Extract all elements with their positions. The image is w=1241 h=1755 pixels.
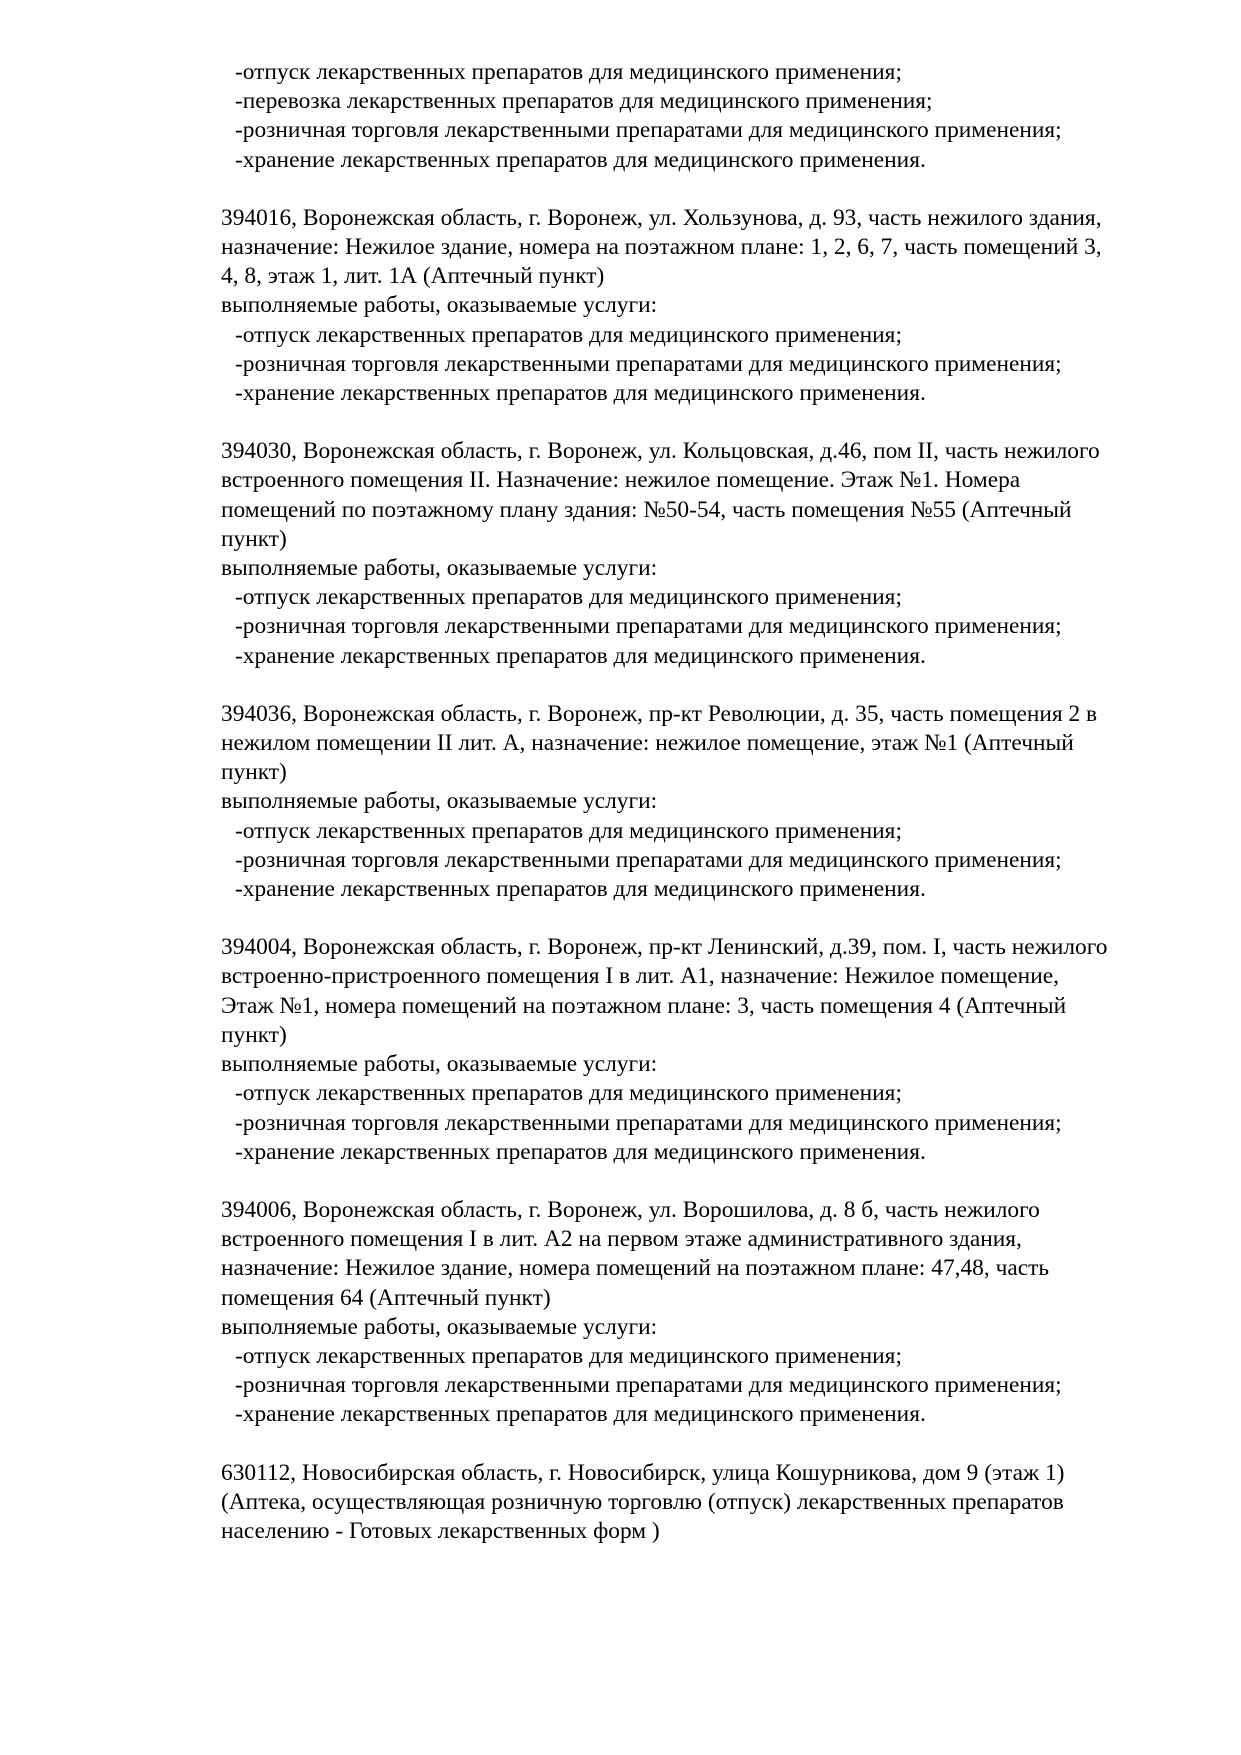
service-item: -отпуск лекарственных препаратов для медицинского применения; bbox=[235, 321, 902, 348]
service-item: -хранение лекарственных препаратов для медицинского применения. bbox=[235, 380, 926, 407]
services-heading: выполняемые работы, оказываемые услуги: bbox=[221, 292, 658, 319]
address-entry bbox=[221, 933, 1181, 1167]
address-line: 394016, Воронежская область, г. Воронеж, ул. Хользунова, д. 93, часть нежилого здания, bbox=[221, 204, 1102, 231]
services-heading: выполняемые работы, оказываемые услуги: bbox=[221, 1051, 658, 1078]
service-item: -отпуск лекарственных препаратов для медицинского применения; bbox=[235, 1080, 902, 1107]
address-line: помещений по поэтажному плану здания: №50-54, часть помещения №55 (Аптечный bbox=[221, 496, 1072, 523]
address-line: населению - Готовых лекарственных форм ) bbox=[221, 1517, 660, 1544]
services-heading: выполняемые работы, оказываемые услуги: bbox=[221, 555, 658, 582]
address-line: 630112, Новосибирская область, г. Новосибирск, улица Кошурникова, дом 9 (этаж 1) bbox=[221, 1459, 1065, 1486]
service-item: -розничная торговля лекарственными препаратами для медицинского применения; bbox=[235, 846, 1062, 873]
service-item: -розничная торговля лекарственными препаратами для медицинского применения; bbox=[235, 613, 1062, 640]
address-line: (Аптека, осуществляющая розничную торговлю (отпуск) лекарственных препаратов bbox=[221, 1488, 1064, 1515]
service-item: -хранение лекарственных препаратов для медицинского применения. bbox=[235, 146, 926, 173]
document-body bbox=[221, 58, 1181, 1546]
address-entry bbox=[221, 1196, 1181, 1430]
service-item: -розничная торговля лекарственными препаратами для медицинского применения; bbox=[235, 117, 1062, 144]
service-item: -розничная торговля лекарственными препаратами для медицинского применения; bbox=[235, 1372, 1062, 1399]
address-line: 394006, Воронежская область, г. Воронеж, ул. Ворошилова, д. 8 б, часть нежилого bbox=[221, 1196, 1040, 1223]
address-line: пункт) bbox=[221, 1021, 287, 1048]
address-entry bbox=[221, 204, 1181, 408]
address-line: 4, 8, этаж 1, лит. 1А (Аптечный пункт) bbox=[221, 263, 605, 290]
address-line: назначение: Нежилое здание, номера на поэтажном плане: 1, 2, 6, 7, часть помещений 3, bbox=[221, 234, 1102, 261]
top-services-list bbox=[221, 58, 1181, 175]
service-item: -розничная торговля лекарственными препаратами для медицинского применения; bbox=[235, 1109, 1062, 1136]
service-item: -отпуск лекарственных препаратов для медицинского применения; bbox=[235, 1342, 902, 1369]
service-item: -отпуск лекарственных препаратов для медицинского применения; bbox=[235, 817, 902, 844]
address-line: 394036, Воронежская область, г. Воронеж, пр-кт Революции, д. 35, часть помещения 2 в bbox=[221, 700, 1098, 727]
address-line: 394030, Воронежская область, г. Воронеж, ул. Кольцовская, д.46, пом II, часть нежилого bbox=[221, 438, 1100, 465]
address-line: 394004, Воронежская область, г. Воронеж, пр-кт Ленинский, д.39, пом. I, часть нежилого bbox=[221, 934, 1108, 961]
address-line: встроенно-пристроенного помещения I в лит. А1, назначение: Нежилое помещение, bbox=[221, 963, 1059, 990]
address-entry bbox=[221, 1459, 1181, 1547]
service-item: -хранение лекарственных препаратов для медицинского применения. bbox=[235, 876, 926, 903]
service-item: -отпуск лекарственных препаратов для медицинского применения; bbox=[235, 59, 902, 85]
address-line: нежилом помещении II лит. А, назначение: нежилое помещение, этаж №1 (Аптечный bbox=[221, 730, 1074, 757]
service-item: -перевозка лекарственных препаратов для медицинского применения; bbox=[235, 88, 933, 115]
address-line: встроенного помещения II. Назначение: нежилое помещение. Этаж №1. Номера bbox=[221, 467, 1021, 494]
address-line: пункт) bbox=[221, 759, 287, 786]
service-item: -хранение лекарственных препаратов для медицинского применения. bbox=[235, 1401, 926, 1428]
address-line: Этаж №1, номера помещений на поэтажном плане: 3, часть помещения 4 (Аптечный bbox=[221, 992, 1067, 1019]
address-line: помещения 64 (Аптечный пункт) bbox=[221, 1284, 551, 1311]
address-line: встроенного помещения I в лит. А2 на первом этаже административного здания, bbox=[221, 1226, 1022, 1253]
address-line: назначение: Нежилое здание, номера помещений на поэтажном плане: 47,48, часть bbox=[221, 1255, 1049, 1282]
address-entry bbox=[221, 437, 1181, 671]
services-heading: выполняемые работы, оказываемые услуги: bbox=[221, 788, 658, 815]
services-heading: выполняемые работы, оказываемые услуги: bbox=[221, 1313, 658, 1340]
service-item: -хранение лекарственных препаратов для медицинского применения. bbox=[235, 1138, 926, 1165]
service-item: -розничная торговля лекарственными препаратами для медицинского применения; bbox=[235, 350, 1062, 377]
address-line: пункт) bbox=[221, 525, 287, 552]
address-entry bbox=[221, 700, 1181, 904]
service-item: -хранение лекарственных препаратов для медицинского применения. bbox=[235, 642, 926, 669]
service-item: -отпуск лекарственных препаратов для медицинского применения; bbox=[235, 584, 902, 611]
